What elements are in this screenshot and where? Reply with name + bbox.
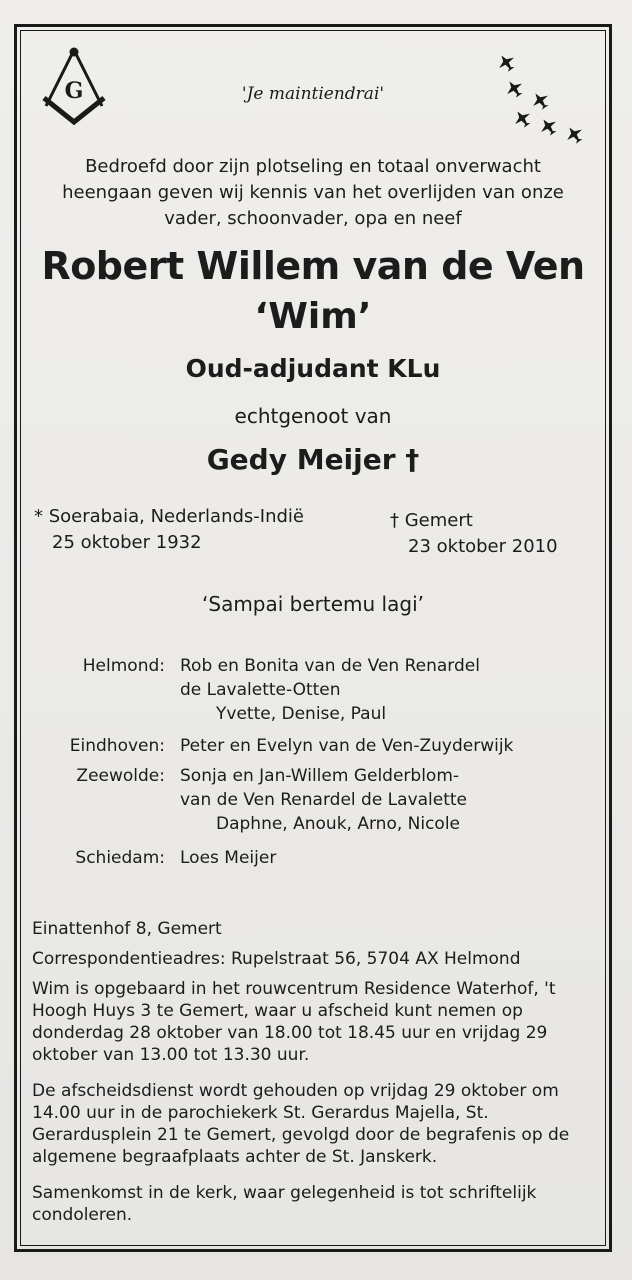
intro-text: Bedroefd door zijn plotseling en totaal onverwacht heengaan geven wij kennis van het overlijden van onze vader, schoonvader, opa en neef [62, 156, 564, 229]
family-children: Daphne, Anouk, Arno, Nicole [216, 814, 461, 834]
death-place: † Gemert [390, 510, 473, 531]
birth-info [34, 504, 304, 556]
family-line: Loes Meijer [180, 848, 277, 868]
family-line: van de Ven Renardel de Lavalette [180, 790, 468, 810]
family-line: de Lavalette-Otten [180, 680, 341, 700]
deceased-name: Robert Willem van de Ven [41, 244, 585, 288]
family-place: Schiedam: [75, 848, 165, 868]
correspondence-address: Correspondentieadres: Rupelstraat 56, 5704 AX Helmond [32, 949, 521, 969]
family-names [180, 734, 513, 758]
service-info: De afscheidsdienst wordt gehouden op vrijdag 29 oktober om 14.00 uur in de parochiekerk St. Gerardus Majella, St. Gerardusplein 21 te Gemert, gevolgd door de begrafenis op de algemene begraafplaats achter de St. Janskerk. [32, 1081, 570, 1167]
deceased-nickname: ‘Wim’ [254, 296, 372, 337]
condolence-info: Samenkomst in de kerk, waar gelegenheid is tot schriftelijk condoleren. [32, 1183, 537, 1225]
family-names [180, 654, 480, 726]
family-place: Zeewolde: [76, 766, 165, 786]
death-info [390, 508, 558, 560]
quote: ‘Sampai bertemu lagi’ [202, 592, 424, 616]
family-place: Eindhoven: [69, 736, 165, 756]
deceased-rank: Oud-adjudant KLu [185, 354, 441, 383]
spouse-name: Gedy Meijer † [206, 443, 420, 476]
death-date: 23 oktober 2010 [408, 536, 558, 557]
birth-date: 25 oktober 1932 [52, 532, 202, 553]
family-line: Rob en Bonita van de Ven Renardel [180, 656, 480, 676]
spouse-label: echtgenoot van [234, 404, 392, 428]
family-place: Helmond: [82, 656, 165, 676]
family-line: Peter en Evelyn van de Ven-Zuyderwijk [180, 736, 514, 756]
address: Einattenhof 8, Gemert [32, 919, 222, 939]
viewing-info: Wim is opgebaard in het rouwcentrum Residence Waterhof, 't Hoogh Huys 3 te Gemert, waar u afscheid kunt nemen op donderdag 28 oktober van 18.00 tot 18.45 uur en vrijdag 29 oktober van 13.00 tot 13.30 uur. [32, 979, 556, 1065]
motto: 'Je maintiendrai' [241, 84, 385, 104]
family-children: Yvette, Denise, Paul [216, 704, 387, 724]
svg-text:G: G [64, 78, 84, 104]
family-names [180, 764, 467, 836]
family-names [180, 846, 276, 870]
family-line: Sonja en Jan-Willem Gelderblom- [180, 766, 460, 786]
birth-place: * Soerabaia, Nederlands-Indië [34, 506, 304, 527]
